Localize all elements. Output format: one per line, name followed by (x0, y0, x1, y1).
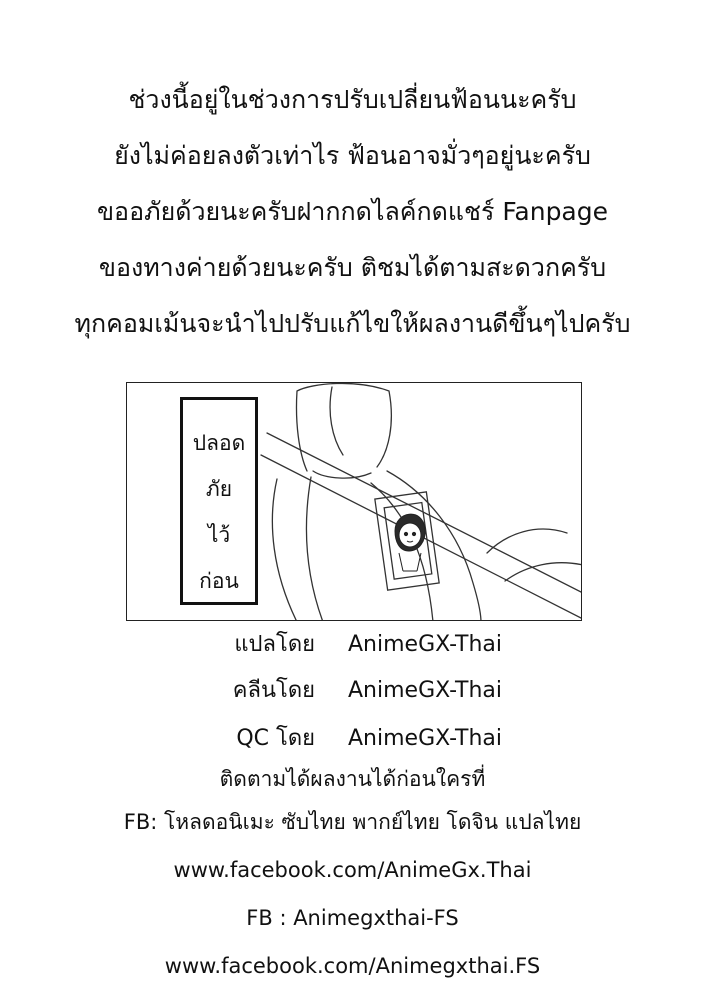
caption-word-4: ก่อน (199, 569, 239, 593)
credit-role: คลีนโดย (232, 678, 315, 703)
fb-link-fs[interactable]: www.facebook.com/Animegxthai.FS (164, 954, 541, 978)
notice-line-4: ของทางค่ายด้วยนะครับ ติชมได้ตามสะดวกครับ (98, 253, 607, 282)
caption-word-3: ไว้ (207, 523, 231, 547)
follow-text: ติดตามได้ผลงานได้ก่อนใครที่ (219, 767, 486, 791)
credit-row-qc (0, 716, 705, 762)
notice-line-2: ยังไม่ค่อยลงตัวเท่าไร ฟ้อนอาจมั่วๆอยู่นะครับ (114, 141, 591, 170)
notice-line-5: ทุกคอมเม้นจะนำไปปรับแก้ไขให้ผลงานดีขึ้นๆไปครับ (74, 309, 631, 338)
translator-notice (0, 72, 705, 352)
caption-word-2: ภัย (205, 477, 233, 501)
credit-role: แปลโดย (234, 632, 315, 657)
notice-line-1: ช่วงนี้อยู่ในช่วงการปรับเปลี่ยนฟ้อนนะครับ (128, 85, 577, 114)
fb-page-name-fs: FB : Animegxthai-FS (246, 906, 459, 930)
credit-row-cleaner (0, 668, 705, 714)
credit-row-translator (0, 622, 705, 668)
credit-name: AnimeGX-Thai (348, 726, 502, 751)
caption-word-1: ปลอด (192, 431, 246, 455)
footer-links (0, 760, 705, 990)
manga-panel (126, 382, 582, 621)
credit-role: QC โดย (236, 726, 315, 751)
notice-line-3: ขออภัยด้วยนะครับฝากกดไลค์กดแชร์ Fanpage (96, 197, 609, 226)
credit-name: AnimeGX-Thai (348, 632, 502, 657)
speech-caption-box (180, 397, 258, 605)
fb-page-name: FB: โหลดอนิเมะ ซับไทย พากย์ไทย โดจิน แปลไทย (123, 810, 582, 834)
fb-link-main[interactable]: www.facebook.com/AnimeGx.Thai (173, 858, 532, 882)
credit-name: AnimeGX-Thai (348, 678, 502, 703)
